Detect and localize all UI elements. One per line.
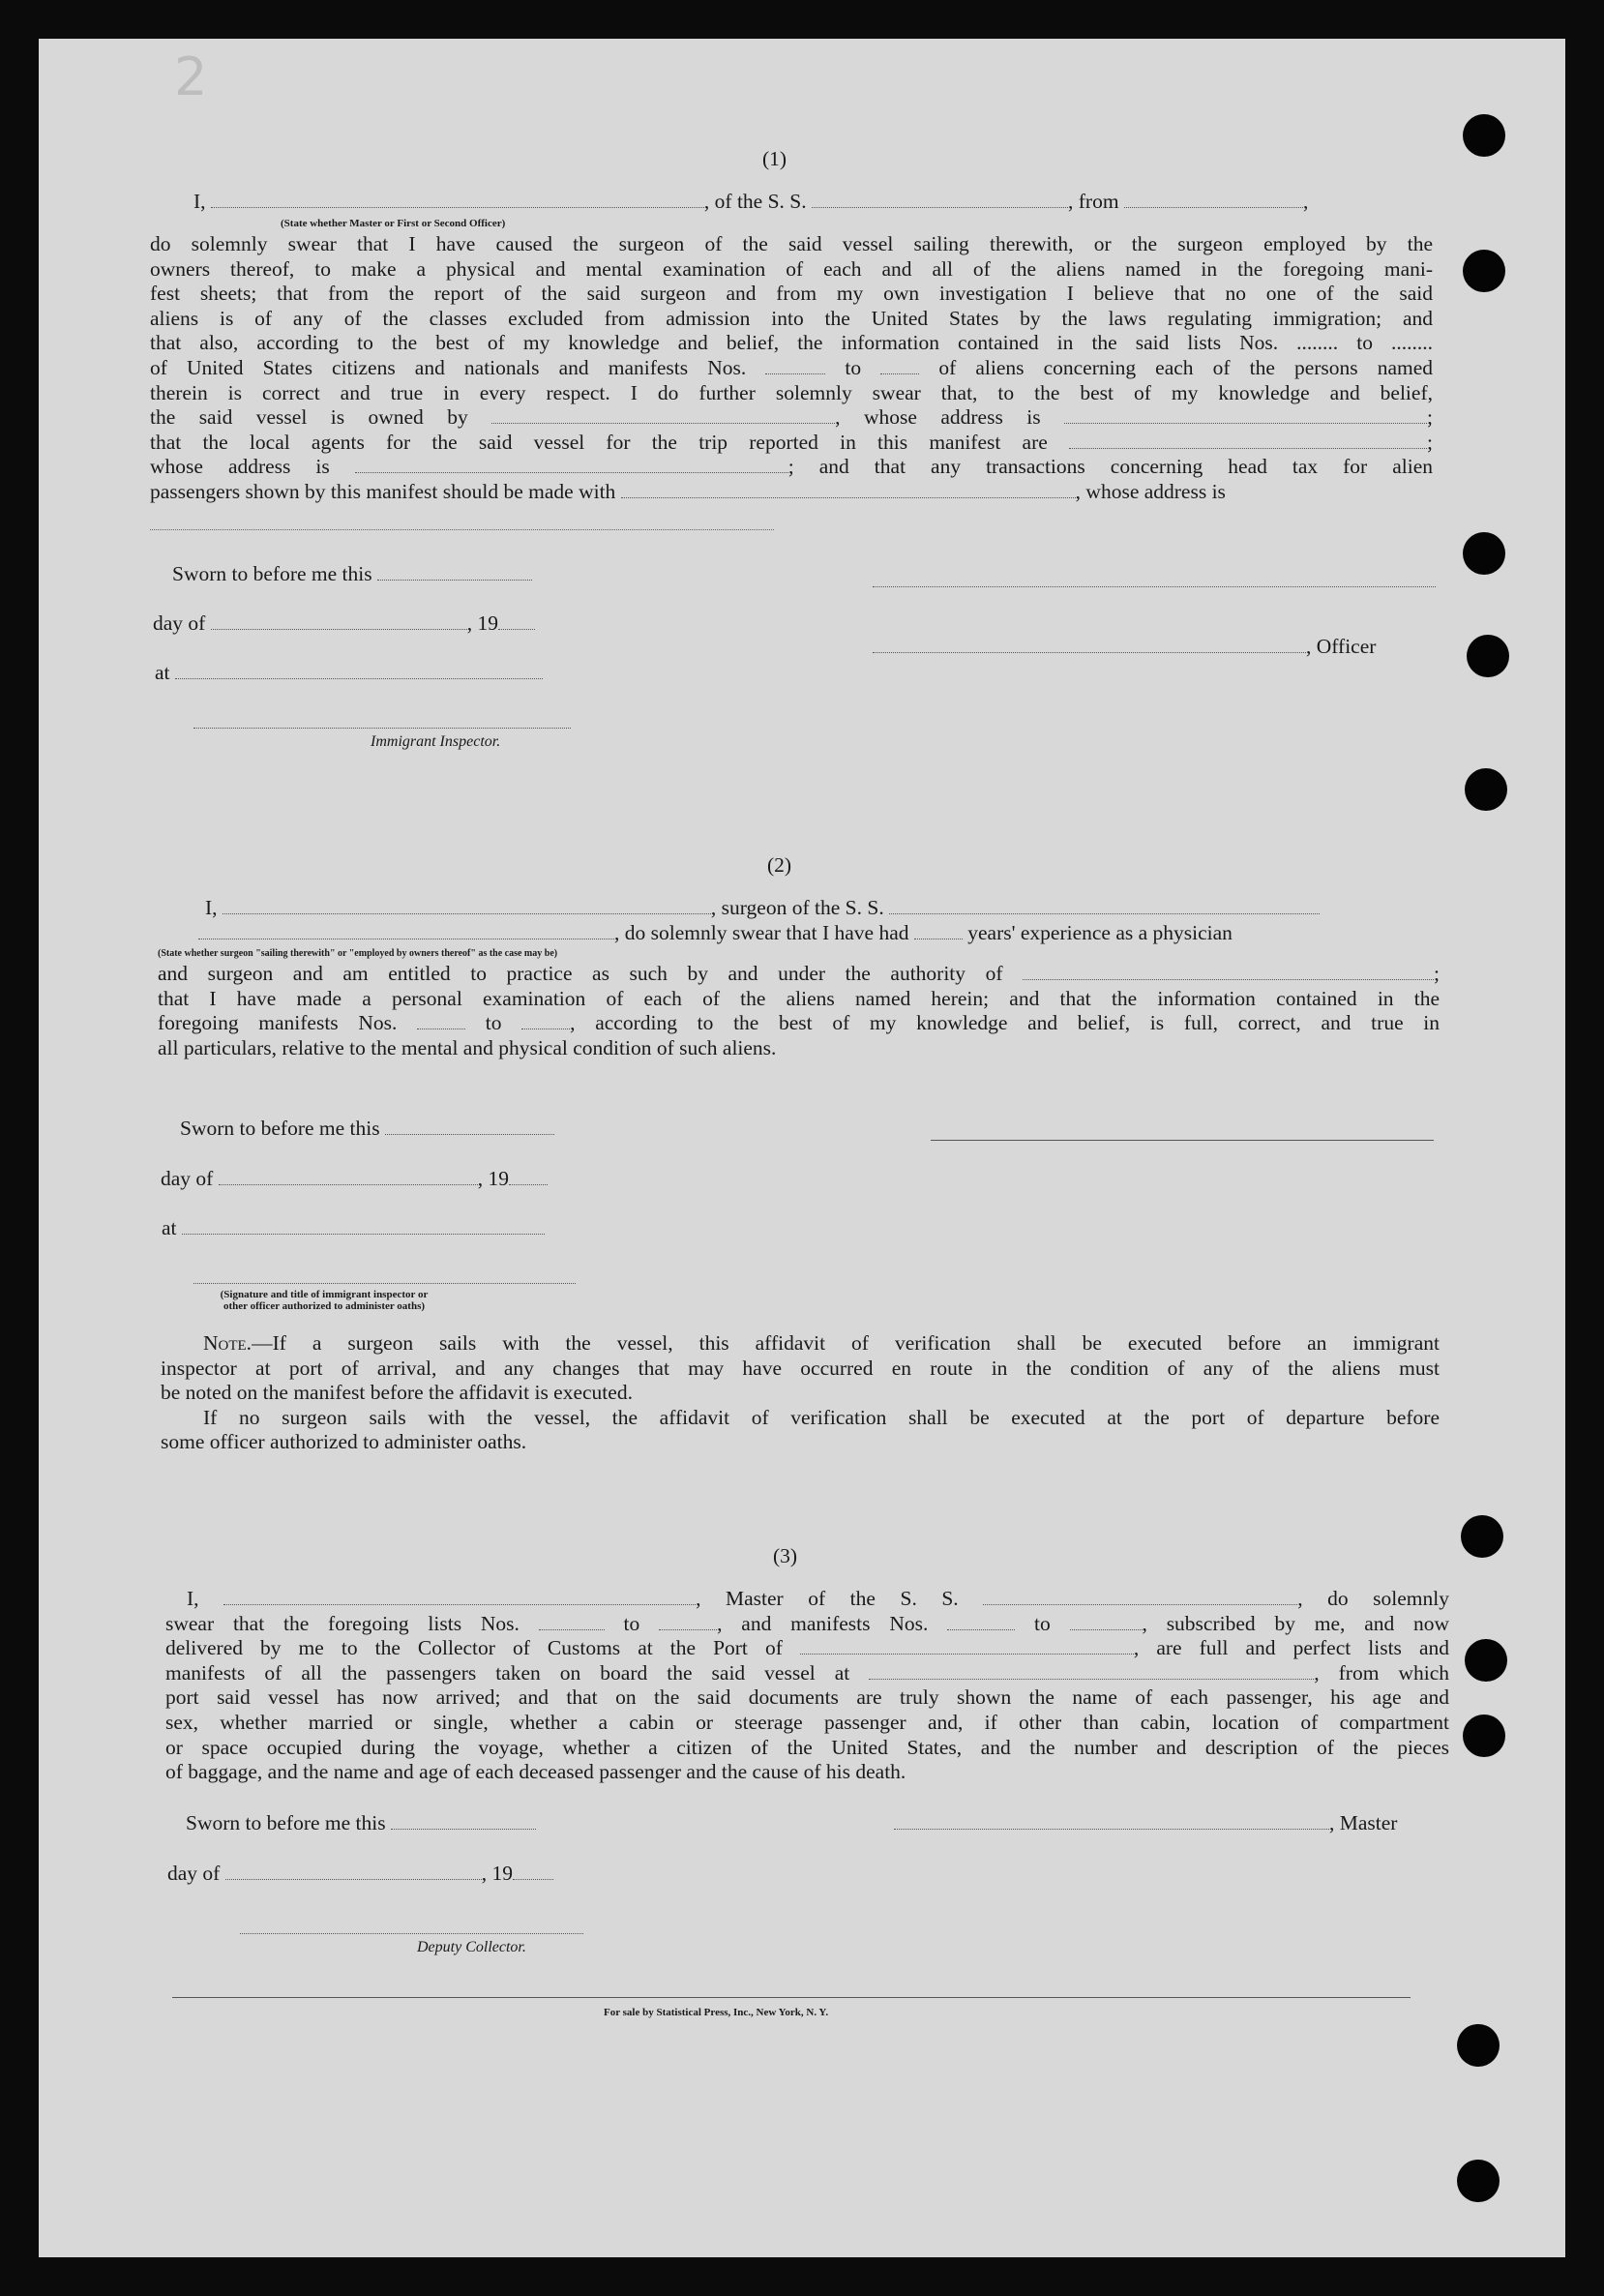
punch-hole — [1463, 532, 1505, 575]
body-line: fest sheets; that from the report of the said surgeon and from my own investigation I believe that no one of the said — [150, 282, 1433, 306]
at-line: at — [162, 1216, 545, 1240]
footer-rule — [172, 1997, 1411, 1998]
section2-body — [158, 962, 1440, 1060]
declaration-line: , do solemnly swear that I have had years' experience as a physician — [198, 921, 1437, 945]
punch-hole — [1465, 1639, 1507, 1682]
punch-hole — [1461, 1515, 1503, 1558]
master-line: , Master — [894, 1811, 1397, 1835]
section3-body — [165, 1587, 1449, 1785]
declaration-line: I, , surgeon of the S. S. — [205, 896, 1434, 920]
day-of-line: day of , 19 — [167, 1862, 553, 1886]
body-line: whose address is ; and that any transactions concerning head tax for alien — [150, 455, 1433, 479]
body-line: owners thereof, to make a physical and mental examination of each and all of the aliens named in the foregoing mani- — [150, 256, 1433, 281]
signature-line — [193, 1283, 576, 1284]
signature-line — [240, 1933, 583, 1934]
body-line: that also, according to the best of my knowledge and belief, the information contained in the said lists Nos. ........ to ........ — [150, 331, 1433, 355]
signature-line — [193, 728, 571, 729]
body-line: port said vessel has now arrived; and that on the said documents are truly shown the name of each passenger, his age and — [165, 1685, 1449, 1710]
document-page — [39, 39, 1565, 2257]
body-line: I, , Master of the S. S. , do solemnly — [187, 1587, 1450, 1610]
punch-hole — [1457, 2160, 1500, 2202]
dotted-rule — [150, 529, 774, 530]
body-line: that I have made a personal examination of each of the aliens named herein; and that the information contained in the — [158, 986, 1440, 1010]
officer-line: , Officer — [873, 635, 1376, 659]
body-line: therein is correct and true in every respect. I do further solemnly swear that, to the best of my knowledge and belief, — [150, 380, 1433, 404]
body-line: manifests of all the passengers taken on board the said vessel at , from which — [165, 1660, 1449, 1685]
corner-mark: 2 — [174, 46, 208, 107]
body-line: sex, whether married or single, whether a cabin or steerage passenger and, if other than cabin, location of compartment — [165, 1710, 1449, 1734]
signature-line — [931, 1140, 1434, 1141]
body-line: of United States citizens and nationals and manifests Nos. to of aliens concerning each of the persons named — [150, 355, 1434, 379]
body-line: swear that the foregoing lists Nos. to , and manifests Nos. to , subscribed by me, and now — [165, 1611, 1450, 1635]
punch-hole — [1457, 2024, 1500, 2067]
officer-note: (State whether Master or First or Second Officer) — [281, 218, 506, 229]
day-of-line: day of , 19 — [161, 1167, 548, 1191]
sworn-line: Sworn to before me this — [186, 1811, 536, 1835]
footer-imprint: For sale by Statistical Press, Inc., New York, N. Y. — [604, 2007, 829, 2018]
inspector-title: Immigrant Inspector. — [371, 733, 501, 750]
body-line: inspector at port of arrival, and any changes that may have occurred en route in the condition of any of the aliens must — [161, 1356, 1440, 1380]
sworn-line: Sworn to before me this — [172, 562, 532, 586]
section-number: (3) — [773, 1544, 798, 1567]
punch-hole — [1463, 250, 1505, 292]
body-line: of baggage, and the name and age of each deceased passenger and the cause of his death. — [165, 1760, 906, 1784]
punch-hole — [1463, 1715, 1505, 1757]
punch-hole — [1463, 114, 1505, 157]
section-number: (2) — [767, 853, 792, 877]
body-line: some officer authorized to administer oaths. — [161, 1430, 527, 1454]
body-line: be noted on the manifest before the affidavit is executed. — [161, 1381, 633, 1405]
label-of-ship: , of the S. S. — [703, 190, 807, 213]
body-line: all particulars, relative to the mental and physical condition of such aliens. — [158, 1035, 777, 1059]
punch-hole — [1465, 768, 1507, 811]
body-line: that the local agents for the said vessel for the trip reported in this manifest are ; — [150, 430, 1434, 454]
signature-note: (Signature and title of immigrant inspector or other officer authorized to administer oaths) — [220, 1289, 429, 1312]
label-from: , from — [1068, 190, 1119, 213]
label-end: , — [1302, 190, 1309, 213]
label-i: I, — [193, 190, 206, 213]
body-line: delivered by me to the Collector of Customs at the Port of , are full and perfect lists and — [165, 1636, 1450, 1660]
sworn-line: Sworn to before me this — [180, 1117, 554, 1141]
body-line: Note.—If a surgeon sails with the vessel, this affidavit of verification shall be executed before an immigrant — [203, 1331, 1440, 1355]
collector-title: Deputy Collector. — [417, 1939, 526, 1955]
note-label: Note. — [203, 1331, 252, 1355]
at-line: at — [155, 661, 543, 685]
section1-body — [150, 232, 1433, 505]
body-line: aliens is of any of the classes excluded from admission into the United States by the laws regulating immigration; and — [150, 306, 1433, 330]
body-line: passengers shown by this manifest should be made with , whose address is — [150, 479, 1226, 503]
body-line: If no surgeon sails with the vessel, the affidavit of verification shall be executed at the port of departure before — [203, 1405, 1440, 1429]
body-line: or space occupied during the voyage, whether a citizen of the United States, and the number and description of the pieces — [165, 1735, 1449, 1759]
signature-line — [873, 586, 1436, 587]
declaration-line — [193, 190, 1432, 214]
note-paragraph — [161, 1331, 1440, 1455]
section-number: (1) — [762, 147, 787, 170]
body-line: and surgeon and am entitled to practice as such by and under the authority of ; — [158, 962, 1441, 985]
punch-hole — [1467, 635, 1509, 677]
body-line: the said vessel is owned by , whose address is ; — [150, 405, 1434, 430]
day-of-line: day of , 19 — [153, 611, 535, 636]
surgeon-note: (State whether surgeon "sailing therewith" or "employed by owners thereof" as the case may be) — [158, 948, 558, 959]
body-line: foregoing manifests Nos. to , according to the best of my knowledge and belief, is full, correct, and true in — [158, 1011, 1441, 1035]
body-line: do solemnly swear that I have caused the surgeon of the said vessel sailing therewith, or the surgeon employed by the — [150, 232, 1433, 255]
